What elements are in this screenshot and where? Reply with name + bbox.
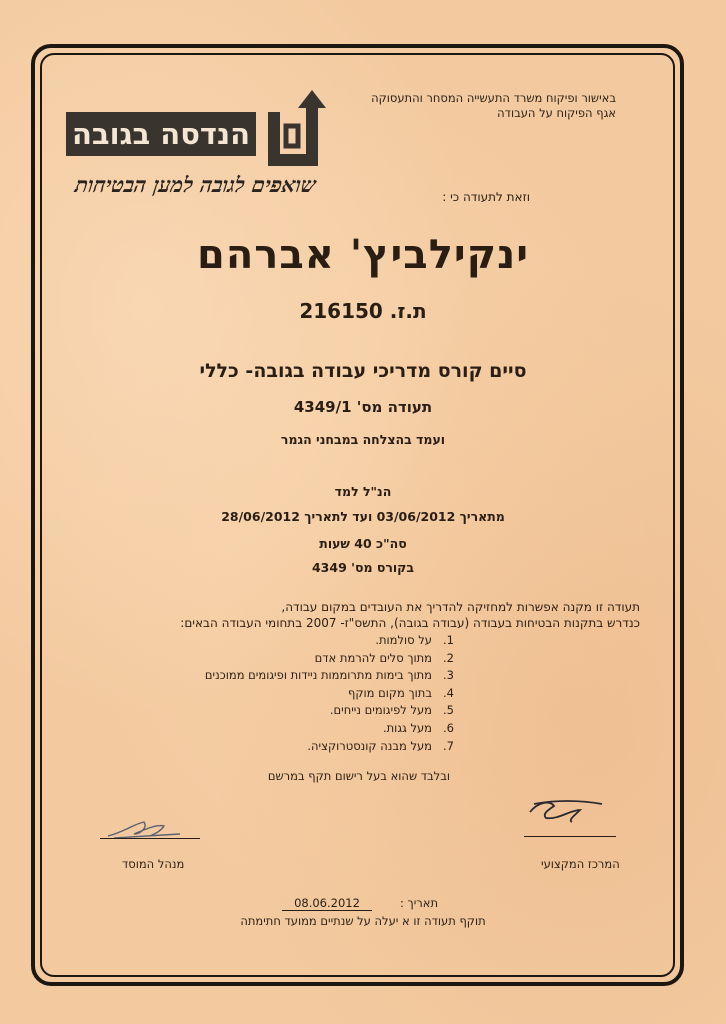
list-item: 7. מעל מבנה קונסטרוקציה. [307, 738, 454, 753]
course-title: סיים קורס מדריכי עבודה בגובה- כללי [199, 360, 527, 382]
permissions-text [180, 599, 640, 631]
certificate-number: תעודה מס' 4349/1 [293, 398, 433, 416]
list-item: 5. מעל לפיגומים נייחים. [329, 703, 454, 718]
work-areas-list [174, 632, 454, 755]
director-label: מנהל המוסד [122, 857, 185, 871]
course-dates: מתאריך 03/06/2012 ועד לתאריך 28/06/2012 [221, 509, 505, 524]
list-item: 2. מתוך סלים להרמת אדם [314, 650, 454, 665]
holder-id: ת.ז. 216150 [299, 299, 427, 323]
list-item: 1. על סולמות. [375, 633, 454, 647]
issue-date: 08.06.2012 [282, 896, 372, 911]
company-slogan: שואפים לגובה למען הבטיחות [73, 172, 318, 197]
professional-center-signature-line [524, 836, 616, 837]
permissions-line-2: כנדרש בתקנות הבטיחות בעבודה (עבודה בגובה), התשס"ז- 2007 בתחומי העבודה הבאים: [180, 616, 640, 630]
list-item: 3. מתוך בימות מתרוממות ניידות ופיגומים ממוכנים [204, 668, 454, 683]
validity-note: תוקף תעודה זו א יעלה על שנתיים ממועד חתימתה [240, 914, 486, 928]
professional-center-label: המרכז המקצועי [541, 857, 620, 871]
course-number: בקורס מס' 4349 [311, 560, 414, 575]
company-logo-text: הנדסה בגובה [66, 112, 256, 156]
permissions-line-1: תעודה זו מקנה אפשרות למחזיקה להדריך את העובדים במקום עבודה, [281, 600, 640, 614]
approval-header [371, 91, 616, 121]
director-signature [104, 814, 184, 844]
approval-line-2: אגף הפיקוח על העבודה [497, 106, 616, 120]
professional-center-signature [524, 796, 608, 828]
date-label: תאריך : [399, 896, 438, 910]
director-signature-line [100, 838, 200, 839]
studied-text: הנ"ל למד [334, 484, 392, 499]
license-note: ובלבד שהוא בעל רישום תקף במרשם [267, 769, 450, 783]
attestation-label: וזאת לתעודה כי : [442, 190, 530, 204]
approval-line-1: באישור ופיקוח משרד התעשייה המסחר והתעסוקה [371, 91, 616, 105]
course-hours: סה"כ 40 שעות [319, 536, 407, 551]
list-item: 6. מעל גגות. [382, 720, 454, 735]
logo-arrow-icon [262, 86, 330, 172]
passed-exams-text: ועמד בהצלחה במבחני הגמר [280, 432, 446, 447]
holder-name: ינקילביץ' אברהם [196, 232, 530, 278]
list-item: 4. בתוך מקום מוקף [347, 685, 454, 700]
